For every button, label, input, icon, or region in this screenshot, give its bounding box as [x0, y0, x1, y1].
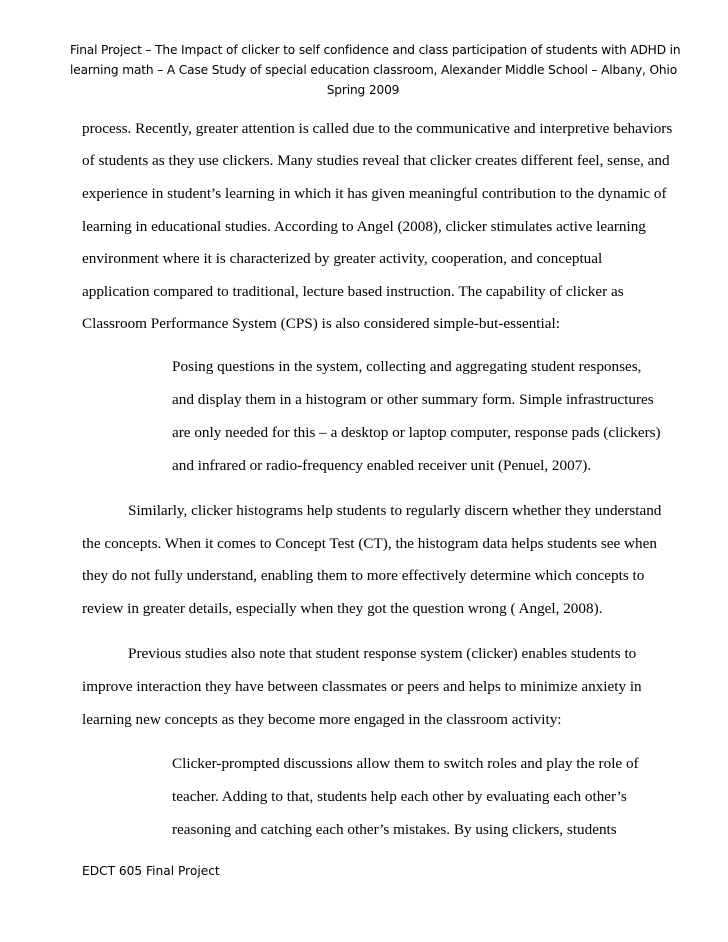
paragraph-line: learning in educational studies. According to Angel (2008), clicker stimulates active learning	[82, 218, 646, 235]
quote-line: reasoning and catching each other’s mistakes. By using clickers, students	[172, 821, 617, 838]
quote-line: Posing questions in the system, collecting and aggregating student responses,	[172, 358, 642, 375]
paragraph-line: process. Recently, greater attention is called due to the communicative and interpretive behaviors	[82, 120, 673, 137]
paragraph-line: learning new concepts as they become more engaged in the classroom activity:	[82, 711, 562, 728]
header-line-1: Final Project – The Impact of clicker to self confidence and class participation of students with ADHD in	[70, 43, 681, 57]
quote-line: Clicker-prompted discussions allow them to switch roles and play the role of	[172, 755, 639, 772]
paragraph-line: experience in student’s learning in which it has given meaningful contribution to the dynamic of	[82, 185, 667, 202]
header-line-3: Spring 2009	[326, 83, 400, 97]
paragraph-line: Previous studies also note that student response system (clicker) enables students to	[128, 645, 637, 662]
page-footer: EDCT 605 Final Project	[82, 864, 220, 878]
page-header	[70, 40, 681, 100]
paragraph-line: environment where it is characterized by greater activity, cooperation, and conceptual	[82, 250, 603, 267]
quote-line: teacher. Adding to that, students help each other by evaluating each other’s	[172, 788, 627, 805]
quote-line: are only needed for this – a desktop or laptop computer, response pads (clickers)	[172, 424, 661, 441]
paragraph-line: Similarly, clicker histograms help students to regularly discern whether they understand	[128, 502, 662, 519]
quote-line: and infrared or radio-frequency enabled receiver unit (Penuel, 2007).	[172, 457, 592, 474]
paragraph-line: Classroom Performance System (CPS) is also considered simple-but-essential:	[82, 315, 560, 332]
paragraph-line: improve interaction they have between classmates or peers and helps to minimize anxiety in	[82, 678, 642, 695]
paragraph-line: they do not fully understand, enabling them to more effectively determine which concepts to	[82, 567, 645, 584]
paragraph-line: of students as they use clickers. Many studies reveal that clicker creates different feel, sense, and	[82, 152, 670, 169]
quote-line: and display them in a histogram or other summary form. Simple infrastructures	[172, 391, 654, 408]
paragraph-line: review in greater details, especially when they got the question wrong ( Angel, 2008).	[82, 600, 603, 617]
paragraph-line: the concepts. When it comes to Concept Test (CT), the histogram data helps students see when	[82, 535, 657, 552]
paragraph-line: application compared to traditional, lecture based instruction. The capability of clicker as	[82, 283, 624, 300]
header-line-2: learning math – A Case Study of special education classroom, Alexander Middle School – Albany, Ohio	[70, 63, 678, 77]
